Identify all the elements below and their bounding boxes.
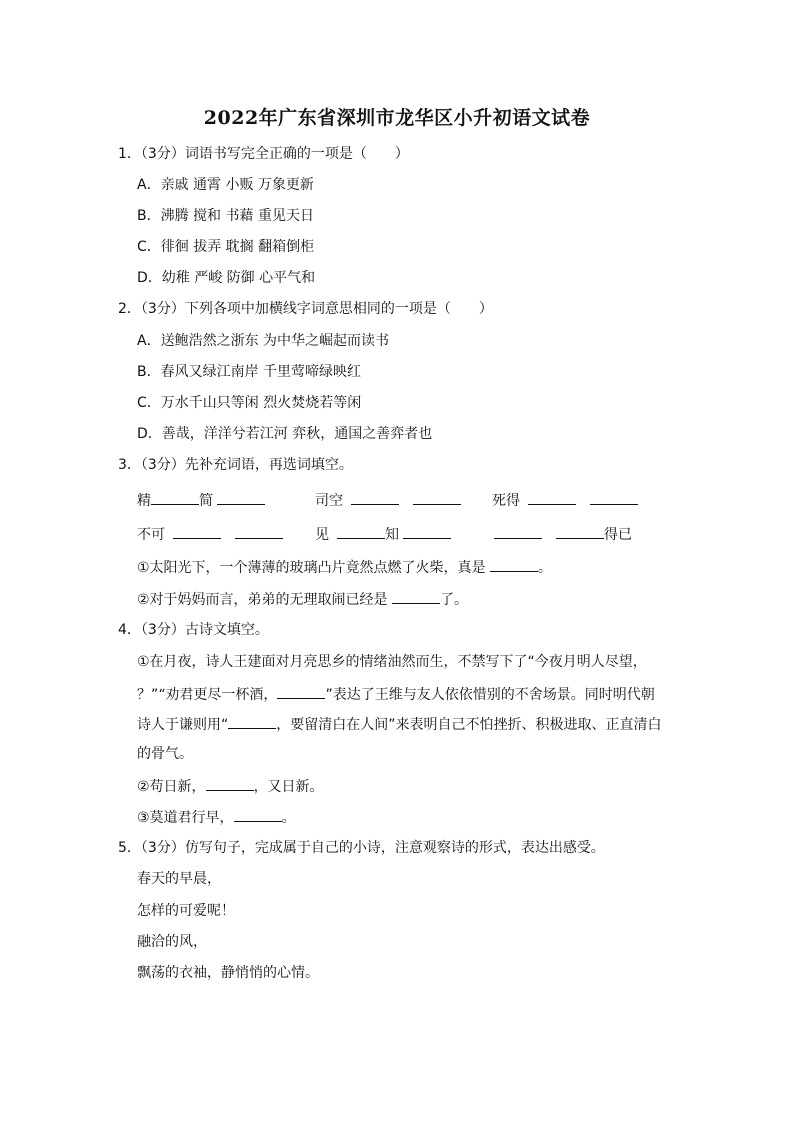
question-4-item-3: ③莫道君行早， 。 <box>137 807 296 828</box>
fill-blank[interactable] <box>590 490 638 505</box>
idiom-blank-3: 死得 <box>492 490 638 511</box>
question-4-passage-line-1: ①在月夜，诗人王建面对月亮思乡的情绪油然而生，不禁写下了“今夜月明人尽望， <box>137 654 647 670</box>
question-3-stem: 3．（3分）先补充词语，再选词填空。 <box>118 457 353 473</box>
poem-line-3: 融洽的风， <box>137 934 207 950</box>
question-4-item-2: ②苟日新， ，又日新。 <box>137 776 324 797</box>
idiom-blank-6: 得已 <box>494 524 632 545</box>
idiom-blank-2: 司空 <box>315 490 461 511</box>
question-1-option-a: A．亲戚 通霄 小贩 万象更新 <box>137 177 314 193</box>
question-2-stem: 2．（3分）下列各项中加横线字词意思相同的一项是（ ） <box>118 301 493 317</box>
fill-blank[interactable] <box>173 524 221 539</box>
question-4-passage-line-4: 的骨气。 <box>137 746 193 762</box>
page-title: 2022年广东省深圳市龙华区小升初语文试卷 <box>203 107 591 129</box>
question-4-passage-line-2: ？”“劝君更尽一杯酒， ”表达了王维与友人依依惜别的不舍场景。同时明代朝 <box>137 684 655 705</box>
fill-blank[interactable] <box>413 490 461 505</box>
fill-blank[interactable] <box>234 807 282 822</box>
poem-line-1: 春天的早晨， <box>137 871 221 887</box>
question-1-option-b: B．沸腾 搅和 书藉 重见天日 <box>137 208 314 224</box>
question-4-passage-line-3: 诗人于谦则用“ ，要留清白在人间”来表明自己不怕挫折、积极进取、正直清白 <box>137 714 662 735</box>
fill-blank[interactable] <box>556 524 604 539</box>
fill-blank[interactable] <box>528 490 576 505</box>
fill-blank[interactable] <box>490 557 538 572</box>
fill-blank[interactable] <box>235 524 283 539</box>
poem-line-2: 怎样的可爱呢！ <box>137 903 235 919</box>
question-2-option-d: D．善哉，洋洋兮若江河 弈秋，通国之善弈者也 <box>137 426 433 442</box>
fill-blank[interactable] <box>392 589 440 604</box>
question-4-stem: 4．（3分）古诗文填空。 <box>118 622 269 638</box>
fill-blank[interactable] <box>151 490 199 505</box>
fill-blank[interactable] <box>403 524 451 539</box>
idiom-blank-5: 见 知 <box>315 524 451 545</box>
poem-line-4: 飘荡的衣袖，静悄悄的心情。 <box>137 965 319 981</box>
fill-blank[interactable] <box>277 684 325 699</box>
fill-blank[interactable] <box>351 490 399 505</box>
fill-blank[interactable] <box>206 776 254 791</box>
fill-blank[interactable] <box>228 714 276 729</box>
question-2-option-a: A．送鲍浩然之浙东 为中华之崛起而读书 <box>137 333 390 349</box>
question-3-sentence-2: ②对于妈妈而言，弟弟的无理取闹已经是 了。 <box>137 589 468 610</box>
fill-blank[interactable] <box>217 490 265 505</box>
question-2-option-c: C．万水千山只等闲 烈火焚烧若等闲 <box>137 395 362 411</box>
fill-blank[interactable] <box>494 524 542 539</box>
question-1-option-d: D．幼稚 严峻 防御 心平气和 <box>137 270 316 286</box>
question-2-option-b: B．春风又绿江南岸 千里莺啼绿映红 <box>137 364 362 380</box>
question-1-stem: 1．（3分）词语书写完全正确的一项是（ ） <box>118 146 409 162</box>
question-3-sentence-1: ①太阳光下，一个薄薄的玻璃凸片竟然点燃了火柴，真是 。 <box>137 557 552 578</box>
fill-blank[interactable] <box>337 524 385 539</box>
idiom-blank-4: 不可 <box>137 524 283 545</box>
question-5-stem: 5．（3分）仿写句子，完成属于自己的小诗，注意观察诗的形式，表达出感受。 <box>118 840 605 856</box>
idiom-blank-1: 精 简 <box>137 490 265 511</box>
question-1-option-c: C．徘徊 拔弄 耽搁 翻箱倒柜 <box>137 239 315 255</box>
